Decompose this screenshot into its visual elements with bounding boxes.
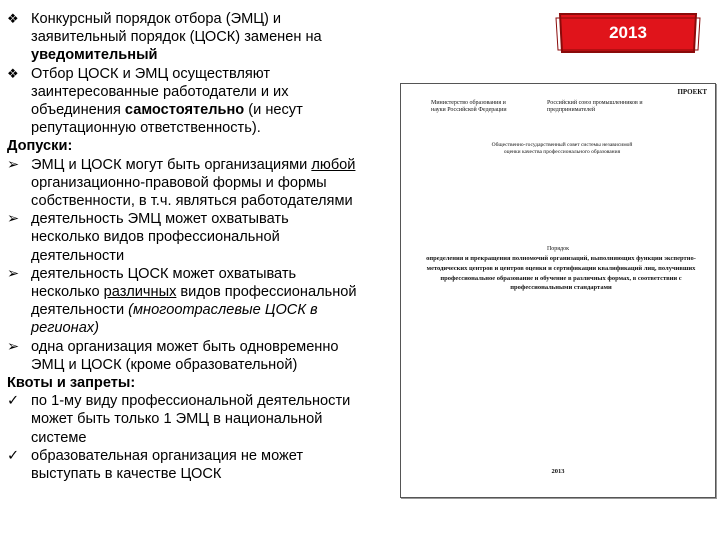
check-bullet-icon: ✓ (7, 447, 20, 464)
slide-text (7, 10, 392, 483)
document-project-label: ПРОЕКТ (677, 88, 707, 96)
heading-quotas: Квоты и запреты: (7, 375, 136, 392)
arrow-bullet-icon: ➢ (7, 156, 20, 173)
quota-item-one-emc: ✓ по 1-му виду профессиональной деятельности может быть только 1 ЭМЦ в национальной системе (7, 393, 351, 446)
document-year: 2013 (551, 468, 565, 475)
document-header-right: Российский союз промышленников и предпринимателей (547, 100, 643, 113)
quota-item-no-edu-org: ✓ образовательная организация не может выступать в качестве ЦОСК (7, 447, 304, 483)
arrow-bullet-icon: ➢ (7, 265, 20, 282)
admission-item-dual-role: ➢ одна организация может быть одновременно ЭМЦ и ЦОСК (кроме образовательной) (7, 338, 339, 373)
document-order-body: определения и прекращения полномочий организаций, выполняющих функции экспертно-методических центров и центров оценки и сертификации квалификаций лиц, получивших профессиональное образование и обучение в различных формах, в соответствии с профессиональными стандартами (426, 255, 696, 292)
diamond-bullet-icon: ❖ (7, 65, 19, 81)
admission-item-cosk-scope: ➢ деятельность ЦОСК может охватывать несколько различных видов профессиональной деятельности (многоотраслевые ЦОСК в регионах) (7, 265, 357, 337)
diamond-bullet-icon: ❖ (7, 11, 19, 26)
document-header-left: Министерство образования и науки Российской Федерации (431, 100, 507, 113)
document-preview (400, 83, 716, 498)
arrow-bullet-icon: ➢ (7, 338, 20, 355)
arrow-bullet-icon: ➢ (7, 211, 20, 228)
year-badge-label: 2013 (609, 23, 647, 42)
bullet-selection-by-employers: ❖ Отбор ЦОСК и ЭМЦ осуществляют заинтересованные работодатели и их объединения самостоятельно (и несут репутационную ответственность). (7, 65, 303, 137)
admission-item-any-form: ➢ ЭМЦ и ЦОСК могут быть организациями любой организационно-правовой формы и формы собственности, в т.ч. являться работодателями (7, 156, 356, 210)
heading-admissions: Допуски: (7, 138, 73, 155)
document-order-title: Порядок (546, 246, 570, 252)
admission-item-emc-scope: ➢ деятельность ЭМЦ может охватывать несколько видов профессиональной деятельности (7, 211, 289, 264)
year-badge (554, 12, 702, 54)
document-council-block: Общественно-государственный совет системы независимой оценки качества профессионального образования (491, 142, 633, 155)
check-bullet-icon: ✓ (7, 393, 20, 410)
bullet-competitive-selection: ❖ Конкурсный порядок отбора (ЭМЦ) и заявительный порядок (ЦОСК) заменен на уведомительный (7, 11, 322, 64)
